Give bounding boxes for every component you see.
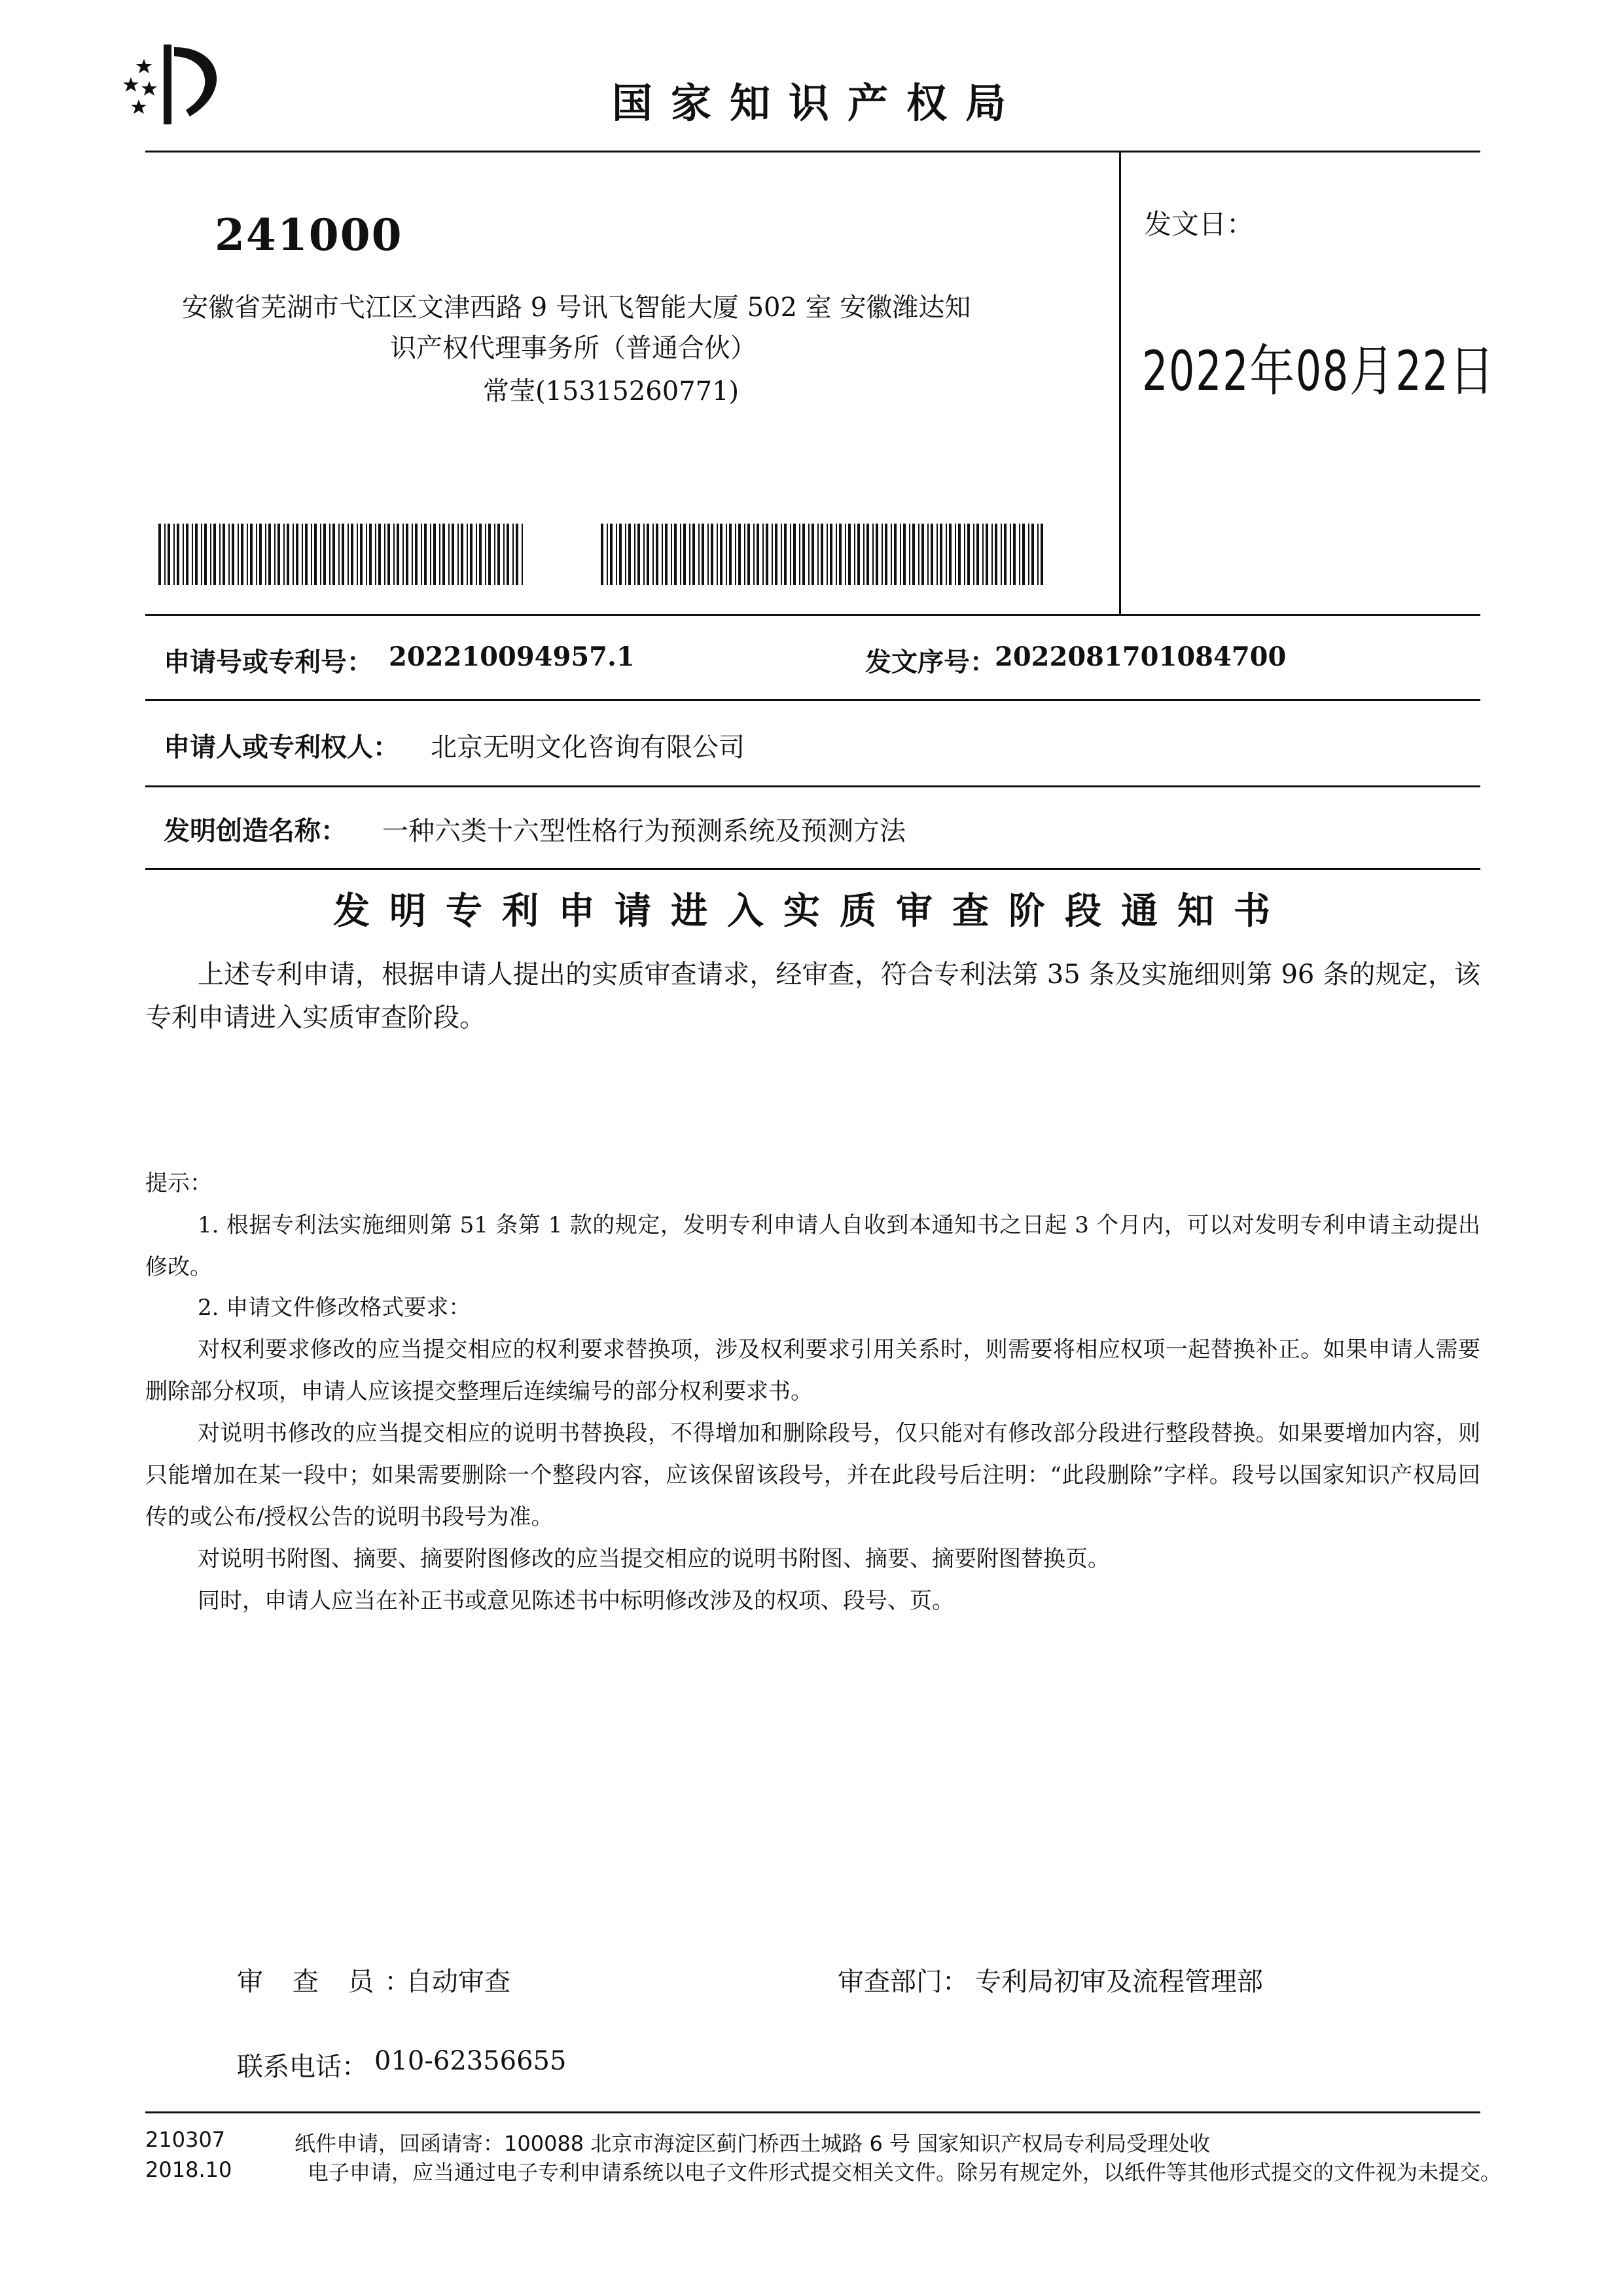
barcode-bar xyxy=(497,524,500,585)
barcode-bar xyxy=(204,524,207,585)
barcode-bar xyxy=(457,524,459,585)
barcode-bar xyxy=(479,524,482,585)
barcode-bar xyxy=(808,524,810,585)
issue-date-value: 2022年08月22日 xyxy=(1142,339,1496,403)
barcode-bar xyxy=(625,524,626,585)
barcode-bar xyxy=(311,524,312,585)
barcode-bar xyxy=(637,524,640,585)
barcode-bar xyxy=(784,524,787,585)
barcode-bar xyxy=(995,524,997,585)
divider xyxy=(145,699,1480,701)
tips-label: 提示： xyxy=(145,1170,212,1196)
barcode-bar xyxy=(607,524,608,585)
tip-item: 同时，申请人应当在补正书或意见陈述书中标明修改涉及的权项、段号、页。 xyxy=(198,1588,954,1614)
barcode-bar xyxy=(186,524,188,585)
barcode-bar xyxy=(921,524,924,585)
contact-person: 常莹(15315260771) xyxy=(483,376,740,406)
barcode-bar xyxy=(747,524,750,585)
barcode-bar xyxy=(402,524,404,585)
application-no-label: 申请号或专利号： xyxy=(164,647,373,677)
issue-date-label: 发文日： xyxy=(1144,208,1255,240)
applicant-label: 申请人或专利权人： xyxy=(164,732,399,762)
barcode-bar xyxy=(314,524,317,585)
barcode-bar xyxy=(348,524,349,585)
tip-item: 1. 根据专利法实施细则第 51 条第 1 款的规定，发明专利申请人自收到本通知书之日起 3 个月内，可以对发明专利申请主动提出修改。 xyxy=(145,1212,1480,1280)
barcode-bar xyxy=(912,524,915,585)
barcode-bar xyxy=(210,524,211,585)
application-no-value: 202210094957.1 xyxy=(389,641,635,672)
barcode-bar xyxy=(958,524,961,585)
barcode-bar xyxy=(909,524,910,585)
barcode-bar xyxy=(1028,524,1029,585)
barcode-bar xyxy=(375,524,376,585)
barcode-bar xyxy=(1001,524,1002,585)
barcode-bar xyxy=(711,524,713,585)
form-code: 210307 xyxy=(145,2127,226,2152)
barcode-bar xyxy=(238,524,239,585)
barcode-bar xyxy=(433,524,436,585)
barcode-bar xyxy=(891,524,892,585)
barcode-bar xyxy=(817,524,819,585)
barcode-bar xyxy=(683,524,686,585)
barcode-bar xyxy=(854,524,855,585)
barcode-bar xyxy=(393,524,395,585)
barcode-bar xyxy=(430,524,431,585)
barcode-bar xyxy=(369,524,372,585)
star-icon xyxy=(141,81,157,96)
barcode-bar xyxy=(228,524,230,585)
barcode-bar xyxy=(177,524,179,585)
barcode-bar xyxy=(183,524,184,585)
barcode-bar xyxy=(485,524,486,585)
phone-label: 联系电话： xyxy=(237,2052,368,2082)
paper-submission-note: 纸件申请，回函请寄：100088 北京市海淀区蓟门桥西土城路 6 号 国家知识产权局专利局受理处收 xyxy=(294,2131,1211,2156)
barcode-bar xyxy=(610,524,613,585)
barcode-bar xyxy=(643,524,645,585)
barcode-bar xyxy=(283,524,285,585)
barcode-bar xyxy=(671,524,672,585)
barcode-bar xyxy=(461,524,463,585)
barcode-bar xyxy=(652,524,654,585)
applicant-value: 北京无明文化咨询有限公司 xyxy=(431,732,745,762)
barcode-bar xyxy=(720,524,722,585)
barcode-bar xyxy=(717,524,718,585)
barcode-bar xyxy=(744,524,745,585)
examiner-label: 审 查 员： xyxy=(237,1967,421,1997)
barcode-bar xyxy=(674,524,677,585)
barcode-bar xyxy=(656,524,658,585)
divider xyxy=(1119,151,1121,615)
barcode-bar xyxy=(323,524,326,585)
tip-item: 对权利要求修改的应当提交相应的权利要求替换项，涉及权利要求引用关系时，则需要将相应权项一起替换补正。如果申请人需要删除部分权项，申请人应该提交整理后连续编号的部分权利要求书。 xyxy=(145,1336,1480,1405)
barcode-bar xyxy=(946,524,947,585)
barcode-bar xyxy=(201,524,202,585)
barcode-bar xyxy=(168,524,170,585)
examiner-value: 自动审查 xyxy=(406,1967,510,1997)
barcode-bar xyxy=(790,524,791,585)
barcode-bar xyxy=(692,524,695,585)
barcode-bar xyxy=(1041,524,1043,585)
barcode-bar xyxy=(885,524,887,585)
barcode-bar xyxy=(247,524,248,585)
barcode-bar xyxy=(223,524,225,585)
barcode-bar xyxy=(158,524,161,585)
barcode-bar xyxy=(259,524,262,585)
barcode-bar xyxy=(384,524,385,585)
barcode-bar xyxy=(827,524,828,585)
barcode-bar xyxy=(173,524,175,585)
barcode-bar xyxy=(976,524,979,585)
barcode-bar xyxy=(882,524,883,585)
barcode-bar xyxy=(802,524,805,585)
barcode-bar xyxy=(305,524,308,585)
barcode-bar xyxy=(213,524,216,585)
department-label: 审查部门： xyxy=(838,1967,969,1997)
barcode-bar xyxy=(1013,524,1016,585)
barcode-bar xyxy=(991,524,993,585)
barcode-bar xyxy=(876,524,878,585)
barcode-bar xyxy=(387,524,390,585)
barcode-bar xyxy=(927,524,929,585)
barcode-bar xyxy=(424,524,427,585)
barcode-bar xyxy=(195,524,198,585)
barcode-bar xyxy=(192,524,193,585)
barcode-bar xyxy=(522,524,523,585)
barcode-bar xyxy=(967,524,970,585)
divider xyxy=(145,868,1480,870)
barcode-bar xyxy=(793,524,796,585)
barcode-bar xyxy=(986,524,988,585)
serial-no-value: 2022081701084700 xyxy=(995,641,1287,672)
barcode-bar xyxy=(799,524,800,585)
barcode-bar xyxy=(900,524,901,585)
address-line: 安徽省芜湖市弋江区文津西路 9 号讯飞智能大厦 502 室 安徽潍达知 xyxy=(182,293,971,323)
barcode-bar xyxy=(821,524,823,585)
notice-title: 发明专利申请进入实质审查阶段通知书 xyxy=(333,890,1290,933)
barcode-bar xyxy=(729,524,732,585)
barcode-bar xyxy=(406,524,408,585)
barcode-bar xyxy=(845,524,846,585)
electronic-submission-note: 电子申请，应当通过电子专利申请系统以电子文件形式提交相关文件。除另有规定外，以纸件等其他形式提交的文件视为未提交。 xyxy=(308,2160,1502,2185)
barcode-bar xyxy=(616,524,617,585)
barcode-bar xyxy=(903,524,906,585)
barcode-bar xyxy=(936,524,938,585)
tip-item: 对说明书修改的应当提交相应的说明书替换段，不得增加和删除段号，仅只能对有修改部分段进行整段替换。如果要增加内容，则只能增加在某一段中；如果需要删除一个整段内容，应该保留该段号，并在此段号后注明：“此段删除”字样。段号以国家知识产权局回传的或公布/授权公告的说明书段号为准。 xyxy=(145,1420,1480,1530)
barcode-bar xyxy=(698,524,700,585)
barcode-bar xyxy=(357,524,358,585)
barcode-bar xyxy=(360,524,363,585)
barcode-bar xyxy=(830,524,832,585)
department-value: 专利局初审及流程管理部 xyxy=(975,1967,1263,1997)
footer-divider xyxy=(145,2111,1480,2113)
tip-item: 2. 申请文件修改格式要求： xyxy=(198,1295,471,1321)
barcode-bar xyxy=(628,524,631,585)
invention-value: 一种六类十六型性格行为预测系统及预测方法 xyxy=(382,816,906,846)
barcode-bar xyxy=(812,524,814,585)
barcode-bar xyxy=(866,524,869,585)
barcode-bar xyxy=(662,524,663,585)
barcode-bar xyxy=(332,524,335,585)
form-version: 2018.10 xyxy=(145,2157,232,2182)
barcode-bar xyxy=(268,524,271,585)
barcode-bar xyxy=(516,524,518,585)
divider xyxy=(145,785,1480,787)
divider xyxy=(145,151,1480,152)
barcode-bar xyxy=(680,524,681,585)
barcode-bar xyxy=(753,524,755,585)
barcode-bar xyxy=(507,524,509,585)
barcode-bar xyxy=(366,524,367,585)
barcode-bar xyxy=(857,524,860,585)
barcode-bar xyxy=(775,524,777,585)
barcode-bar xyxy=(973,524,974,585)
barcode-bar xyxy=(757,524,759,585)
barcode-bar xyxy=(164,524,166,585)
barcode-bar xyxy=(265,524,266,585)
barcode-bar xyxy=(735,524,736,585)
barcode-bar xyxy=(894,524,897,585)
barcode-bar xyxy=(1010,524,1011,585)
barcode-bar xyxy=(296,524,298,585)
barcode-bar xyxy=(415,524,418,585)
barcode-bar xyxy=(342,524,344,585)
barcode-bar xyxy=(470,524,473,585)
phone-value: 010-62356655 xyxy=(374,2046,567,2076)
barcode-bar xyxy=(439,524,440,585)
barcode-bar xyxy=(762,524,764,585)
barcode-bar xyxy=(503,524,505,585)
barcode-bar xyxy=(772,524,773,585)
barcode-bar xyxy=(397,524,399,585)
barcode xyxy=(158,524,525,585)
barcode-bar xyxy=(467,524,468,585)
barcode-bar xyxy=(320,524,321,585)
barcode-bar xyxy=(940,524,942,585)
tip-item: 对说明书附图、摘要、摘要附图修改的应当提交相应的说明书附图、摘要、摘要附图替换页。 xyxy=(198,1546,1110,1572)
barcode-bar xyxy=(219,524,221,585)
barcode-bar xyxy=(351,524,353,585)
barcode-bar xyxy=(250,524,253,585)
barcode-bar xyxy=(412,524,413,585)
barcode-bar xyxy=(766,524,768,585)
barcode-bar xyxy=(931,524,933,585)
barcode-bar xyxy=(872,524,874,585)
barcode-bar xyxy=(634,524,635,585)
serial-no-label: 发文序号： xyxy=(865,647,996,677)
agency-title: 国家知识产权局 xyxy=(611,79,1024,127)
barcode-bar xyxy=(738,524,741,585)
barcode-bar xyxy=(702,524,704,585)
barcode-bar xyxy=(274,524,276,585)
barcode-bar xyxy=(964,524,965,585)
barcode-bar xyxy=(277,524,280,585)
barcode-bar xyxy=(707,524,709,585)
address-line: 识产权代理事务所（普通合伙） xyxy=(390,333,757,363)
barcode-bar xyxy=(232,524,234,585)
barcode-bar xyxy=(494,524,495,585)
barcode xyxy=(601,524,1043,585)
barcode-bar xyxy=(442,524,445,585)
barcode-bar xyxy=(452,524,454,585)
barcode-bar xyxy=(949,524,952,585)
barcode-bar xyxy=(848,524,851,585)
barcode-bar xyxy=(665,524,668,585)
barcode-bar xyxy=(448,524,450,585)
star-icon xyxy=(123,77,139,92)
barcode-bar xyxy=(329,524,330,585)
barcode-bar xyxy=(512,524,514,585)
invention-label: 发明创造名称： xyxy=(164,816,347,846)
notice-body: 上述专利申请，根据申请人提出的实质审查请求，经审查，符合专利法第 35 条及实施细则第 96 条的规定，该专利申请进入实质审查阶段。 xyxy=(145,960,1480,1033)
barcode-bar xyxy=(378,524,381,585)
barcode-bar xyxy=(421,524,422,585)
divider xyxy=(145,614,1480,616)
barcode-bar xyxy=(601,524,603,585)
barcode-bar xyxy=(726,524,727,585)
barcode-bar xyxy=(1037,524,1039,585)
barcode-bar xyxy=(241,524,243,585)
barcode-bar xyxy=(836,524,837,585)
barcode-bar xyxy=(338,524,340,585)
barcode-bar xyxy=(918,524,919,585)
barcode-bar xyxy=(1022,524,1025,585)
postcode: 241000 xyxy=(215,209,403,260)
star-icon xyxy=(131,99,147,114)
star-icon xyxy=(136,59,152,73)
barcode-bar xyxy=(689,524,690,585)
barcode-bar xyxy=(302,524,303,585)
barcode-bar xyxy=(982,524,984,585)
barcode-bar xyxy=(287,524,289,585)
barcode-bar xyxy=(1031,524,1034,585)
barcode-bar xyxy=(647,524,649,585)
cnipa-logo xyxy=(118,39,249,131)
barcode-bar xyxy=(955,524,956,585)
barcode-bar xyxy=(1004,524,1007,585)
barcode-bar xyxy=(256,524,257,585)
barcode-bar xyxy=(619,524,622,585)
barcode-bar xyxy=(1019,524,1020,585)
barcode-bar xyxy=(863,524,865,585)
barcode-bar xyxy=(781,524,782,585)
barcode-bar xyxy=(839,524,842,585)
barcode-bar xyxy=(293,524,294,585)
barcode-bar xyxy=(488,524,491,585)
barcode-bar xyxy=(476,524,477,585)
